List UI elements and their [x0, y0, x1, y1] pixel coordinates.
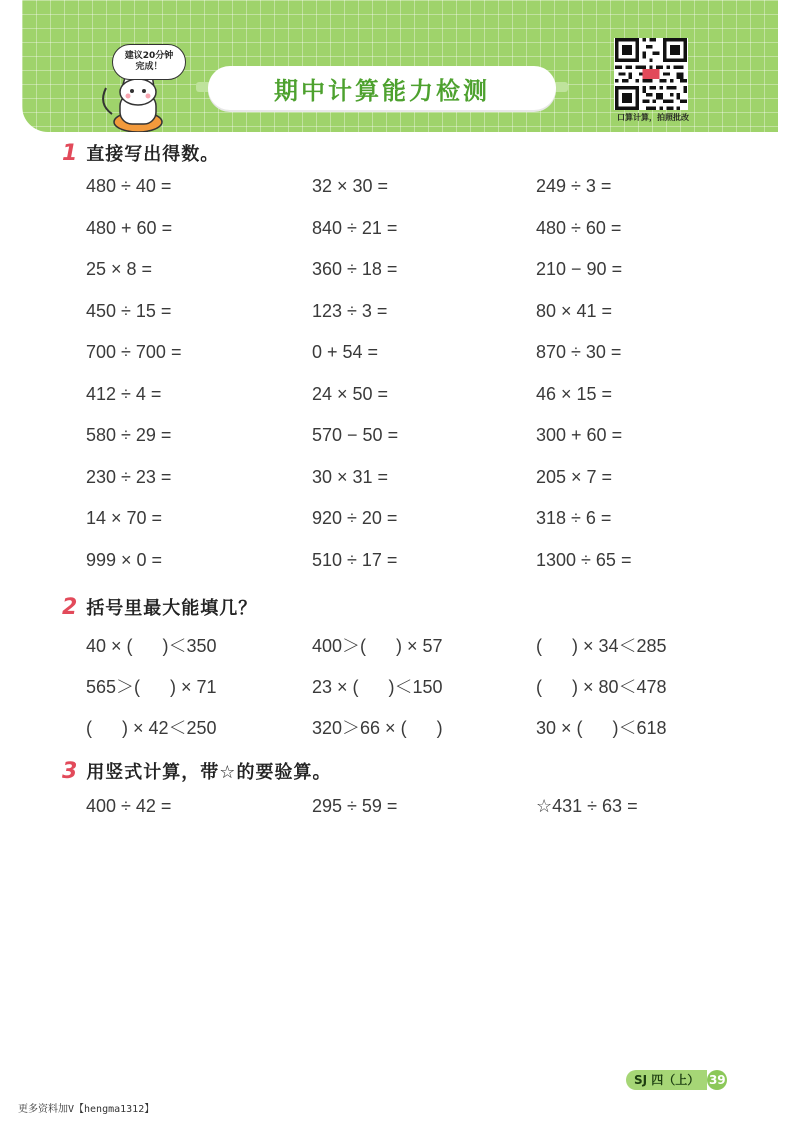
problem-item: 25 × 8 = [86, 259, 153, 279]
problem-item: 700 ÷ 700 = [86, 342, 182, 362]
problem-item: 0 + 54 = [312, 342, 379, 362]
problem-item: 205 × 7 = [536, 466, 613, 487]
part2-problem-grid [86, 632, 746, 755]
problem-item: 80 × 41 = [536, 300, 613, 321]
problem-item: 24 × 50 = [312, 383, 389, 404]
part3-problem-grid [86, 796, 746, 826]
section-1-heading [62, 140, 219, 166]
problem-item: 999 × 0 = [86, 549, 163, 570]
problem-item: 30 × 31 = [312, 466, 389, 487]
fill-blank-item: 23 × ( )＜150 [312, 677, 443, 697]
problem-item: 46 × 15 = [536, 383, 613, 404]
section-2-title: 括号里最大能填几？ [86, 598, 258, 619]
page-title: 期中计算能力检测 [274, 76, 490, 105]
problem-item: 840 ÷ 21 = [312, 217, 398, 238]
qr-code-icon[interactable] [614, 38, 688, 110]
problem-item: 32 × 30 = [312, 176, 389, 196]
problem-item: 480 ÷ 40 = [86, 176, 172, 196]
fill-blank-item: 320＞66 × ( ) [312, 718, 443, 738]
section-1-number: 1 [62, 141, 79, 166]
bubble-line-2: 完成！ [135, 62, 163, 72]
page-badge [626, 1070, 727, 1090]
section-3-title: 用竖式计算，带☆的要验算。 [86, 762, 332, 783]
fill-blank-item: 565＞( ) × 71 [86, 677, 217, 697]
problem-item: 1300 ÷ 65 = [536, 549, 632, 570]
section-2-number: 2 [62, 595, 79, 620]
bubble-line-1: 建议20分钟 [124, 51, 174, 61]
problem-item: 210 − 90 = [536, 259, 623, 279]
problem-item: 480 + 60 = [86, 217, 173, 238]
part1-problem-grid [86, 176, 746, 591]
problem-item: 570 − 50 = [312, 425, 399, 445]
fill-blank-item: 400＞( ) × 57 [312, 636, 443, 656]
vertical-calc-item: 400 ÷ 42 = [86, 796, 172, 816]
fill-blank-item: 40 × ( )＜350 [86, 636, 217, 656]
problem-item: 249 ÷ 3 = [536, 176, 612, 196]
problem-item: 580 ÷ 29 = [86, 425, 172, 445]
watermark-text: 更多资料加V【hengma1312】 [18, 1104, 155, 1115]
problem-item: 230 ÷ 23 = [86, 466, 172, 487]
problem-item: 300 + 60 = [536, 425, 623, 445]
fill-blank-item: 30 × ( )＜618 [536, 718, 667, 738]
section-3-number: 3 [62, 759, 79, 784]
page-number: 39 [707, 1070, 727, 1090]
problem-item: 480 ÷ 60 = [536, 217, 622, 238]
fill-blank-item: ( ) × 42＜250 [86, 718, 217, 738]
problem-item: 318 ÷ 6 = [536, 508, 612, 528]
problem-item: 870 ÷ 30 = [536, 342, 622, 362]
problem-item: 510 ÷ 17 = [312, 549, 398, 570]
problem-item: 920 ÷ 20 = [312, 508, 398, 528]
vertical-calc-item: 295 ÷ 59 = [312, 796, 398, 816]
section-1-title: 直接写出得数。 [86, 144, 220, 165]
grade-badge: SJ 四（上） [626, 1070, 707, 1090]
problem-item: 360 ÷ 18 = [312, 259, 398, 279]
section-3-heading [62, 758, 331, 784]
problem-item: 450 ÷ 15 = [86, 300, 172, 321]
problem-item: 123 ÷ 3 = [312, 300, 388, 321]
fill-blank-item: ( ) × 80＜478 [536, 677, 667, 697]
section-2-heading [62, 594, 257, 620]
speech-bubble [112, 44, 186, 80]
title-banner [208, 66, 556, 110]
vertical-calc-item: ☆431 ÷ 63 = [536, 796, 638, 816]
fill-blank-item: ( ) × 34＜285 [536, 636, 667, 656]
problem-item: 14 × 70 = [86, 508, 163, 528]
qr-caption: 口算计算，拍照批改 [617, 113, 689, 122]
problem-item: 412 ÷ 4 = [86, 383, 162, 404]
